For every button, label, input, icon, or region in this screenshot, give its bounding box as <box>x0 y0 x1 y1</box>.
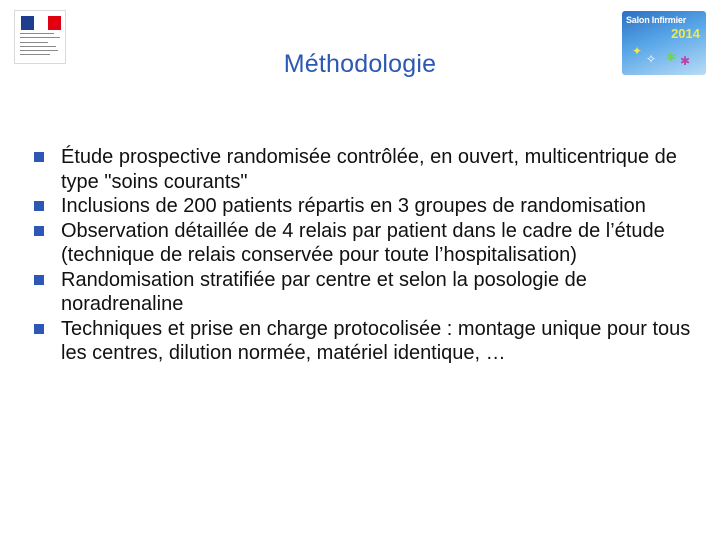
bullet-text: Étude prospective randomisée contrôlée, en ouvert, multicentrique de type "soins courants" <box>61 146 677 193</box>
square-bullet-icon <box>34 201 44 211</box>
star-figure-icon: ✧ <box>646 52 657 66</box>
person-figure-icon: ✱ <box>680 54 691 68</box>
list-item <box>34 268 694 317</box>
list-item <box>34 145 694 194</box>
bullet-text: Randomisation stratifiée par centre et selon la posologie de noradrenaline <box>61 268 587 315</box>
list-item <box>34 317 694 366</box>
bullet-text: Observation détaillée de 4 relais par patient dans le cadre de l’étude (technique de relais conservée pour toute l’hospitalisation) <box>61 219 665 266</box>
square-bullet-icon <box>34 324 44 334</box>
square-bullet-icon <box>34 275 44 285</box>
bullet-text: Inclusions de 200 patients répartis en 3 groupes de randomisation <box>61 195 646 217</box>
square-bullet-icon <box>34 226 44 236</box>
bullet-text: Techniques et prise en charge protocolisée : montage unique pour tous les centres, dilution normée, matériel identique, … <box>61 317 691 364</box>
list-item <box>34 194 694 219</box>
star-figure-icon: ✦ <box>632 44 643 58</box>
salon-logo-year: 2014 <box>671 26 700 41</box>
bullet-list <box>34 145 694 366</box>
french-flag-icon <box>21 16 61 30</box>
person-figure-icon: ✱ <box>666 50 677 64</box>
salon-logo-name: Salon Infirmier <box>626 15 687 25</box>
square-bullet-icon <box>34 152 44 162</box>
slide-title: Méthodologie <box>283 50 437 78</box>
list-item <box>34 219 694 268</box>
